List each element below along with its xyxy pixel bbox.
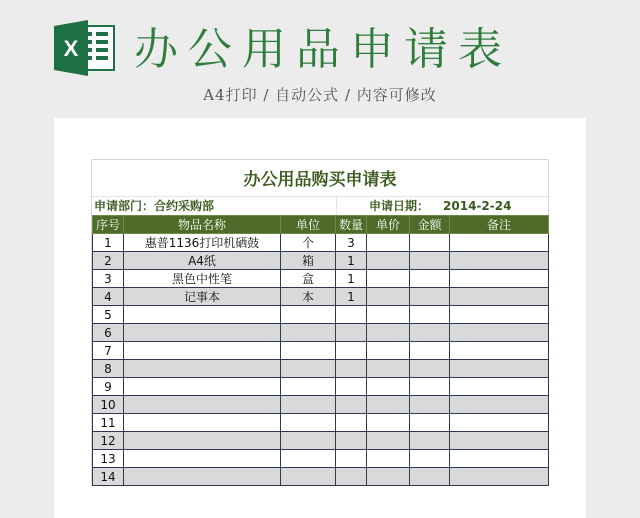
unit-cell[interactable]: [281, 360, 336, 378]
note-cell[interactable]: [450, 396, 549, 414]
page-subtitle: A4打印 / 自动公式 / 内容可修改: [203, 86, 437, 104]
column-header: 单价: [367, 216, 410, 234]
unit-cell[interactable]: 个: [281, 234, 336, 252]
item-name-cell[interactable]: [124, 468, 281, 486]
table-row: [93, 288, 549, 306]
unit-cell[interactable]: [281, 396, 336, 414]
item-name-cell[interactable]: [124, 396, 281, 414]
department-label: 申请部门：: [94, 199, 155, 213]
table-row: [93, 234, 549, 252]
note-cell[interactable]: [450, 306, 549, 324]
quantity-cell[interactable]: 1: [336, 270, 367, 288]
amount-cell[interactable]: [410, 450, 450, 468]
table-row: [93, 360, 549, 378]
quantity-cell[interactable]: [336, 432, 367, 450]
item-name-cell[interactable]: 黑色中性笔: [124, 270, 281, 288]
table-row: [93, 450, 549, 468]
unit-price-cell[interactable]: [367, 306, 410, 324]
quantity-cell[interactable]: [336, 450, 367, 468]
unit-price-cell[interactable]: [367, 378, 410, 396]
row-number-cell[interactable]: 9: [93, 378, 124, 396]
unit-cell[interactable]: 箱: [281, 252, 336, 270]
table-row: [93, 414, 549, 432]
row-number-cell[interactable]: 8: [93, 360, 124, 378]
row-number-cell[interactable]: 12: [93, 432, 124, 450]
row-number-cell[interactable]: 10: [93, 396, 124, 414]
unit-cell[interactable]: [281, 324, 336, 342]
item-name-cell[interactable]: [124, 378, 281, 396]
quantity-cell[interactable]: [336, 378, 367, 396]
note-cell[interactable]: [450, 252, 549, 270]
unit-price-cell[interactable]: [367, 288, 410, 306]
unit-price-cell[interactable]: [367, 414, 410, 432]
meta-row: [92, 197, 548, 215]
note-cell[interactable]: [450, 288, 549, 306]
page-header: [0, 0, 640, 118]
row-number-cell[interactable]: 7: [93, 342, 124, 360]
amount-cell[interactable]: [410, 234, 450, 252]
table-row: [93, 342, 549, 360]
unit-cell[interactable]: 本: [281, 288, 336, 306]
row-number-cell[interactable]: 11: [93, 414, 124, 432]
unit-price-cell[interactable]: [367, 252, 410, 270]
quantity-cell[interactable]: [336, 306, 367, 324]
table-row: [93, 270, 549, 288]
item-name-cell[interactable]: [124, 360, 281, 378]
unit-price-cell[interactable]: [367, 324, 410, 342]
items-table: [92, 215, 549, 486]
table-header-row: [93, 216, 549, 234]
amount-cell[interactable]: [410, 432, 450, 450]
unit-cell[interactable]: [281, 378, 336, 396]
unit-cell[interactable]: [281, 342, 336, 360]
amount-cell[interactable]: [410, 288, 450, 306]
unit-price-cell[interactable]: [367, 234, 410, 252]
table-row: [93, 432, 549, 450]
row-number-cell[interactable]: 4: [93, 288, 124, 306]
unit-price-cell[interactable]: [367, 342, 410, 360]
note-cell[interactable]: [450, 324, 549, 342]
amount-cell[interactable]: [410, 378, 450, 396]
table-body: [93, 234, 549, 486]
unit-price-cell[interactable]: [367, 468, 410, 486]
note-cell[interactable]: [450, 360, 549, 378]
row-number-cell[interactable]: 14: [93, 468, 124, 486]
note-cell[interactable]: [450, 378, 549, 396]
date-cell[interactable]: [337, 197, 548, 215]
table-row: [93, 306, 549, 324]
amount-cell[interactable]: [410, 252, 450, 270]
amount-cell[interactable]: [410, 396, 450, 414]
column-header: 备注: [450, 216, 549, 234]
excel-logo-letter: X: [63, 36, 79, 61]
unit-cell[interactable]: [281, 306, 336, 324]
row-number-cell[interactable]: 3: [93, 270, 124, 288]
amount-cell[interactable]: [410, 342, 450, 360]
quantity-cell[interactable]: [336, 468, 367, 486]
unit-cell[interactable]: [281, 414, 336, 432]
item-name-cell[interactable]: [124, 432, 281, 450]
row-number-cell[interactable]: 6: [93, 324, 124, 342]
table-row: [93, 468, 549, 486]
row-number-cell[interactable]: 5: [93, 306, 124, 324]
note-cell[interactable]: [450, 414, 549, 432]
table-row: [93, 324, 549, 342]
quantity-cell[interactable]: [336, 360, 367, 378]
note-cell[interactable]: [450, 468, 549, 486]
note-cell[interactable]: [450, 234, 549, 252]
amount-cell[interactable]: [410, 324, 450, 342]
quantity-cell[interactable]: [336, 324, 367, 342]
unit-cell[interactable]: [281, 450, 336, 468]
note-cell[interactable]: [450, 450, 549, 468]
amount-cell[interactable]: [410, 414, 450, 432]
column-header: 数量: [336, 216, 367, 234]
amount-cell[interactable]: [410, 306, 450, 324]
amount-cell[interactable]: [410, 270, 450, 288]
item-name-cell[interactable]: [124, 306, 281, 324]
amount-cell[interactable]: [410, 468, 450, 486]
quantity-cell[interactable]: [336, 342, 367, 360]
amount-cell[interactable]: [410, 360, 450, 378]
unit-cell[interactable]: 盒: [281, 270, 336, 288]
department-value: 合约采购部: [154, 199, 215, 213]
note-cell[interactable]: [450, 432, 549, 450]
item-name-cell[interactable]: [124, 324, 281, 342]
item-name-cell[interactable]: 记事本: [124, 288, 281, 306]
column-header: 序号: [93, 216, 124, 234]
quantity-cell[interactable]: 1: [336, 288, 367, 306]
spreadsheet: [91, 159, 549, 486]
column-header: 物品名称: [124, 216, 281, 234]
note-cell[interactable]: [450, 342, 549, 360]
unit-cell[interactable]: [281, 432, 336, 450]
paper-preview: [54, 118, 586, 518]
unit-price-cell[interactable]: [367, 396, 410, 414]
date-label: 申请日期：: [369, 199, 430, 213]
item-name-cell[interactable]: [124, 450, 281, 468]
page-title: 办公用品申请表: [134, 24, 512, 75]
item-name-cell[interactable]: [124, 414, 281, 432]
note-cell[interactable]: [450, 270, 549, 288]
quantity-cell[interactable]: 3: [336, 234, 367, 252]
excel-icon: [54, 20, 116, 76]
unit-cell[interactable]: [281, 468, 336, 486]
sheet-title: 办公用品购买申请表: [92, 160, 548, 197]
row-number-cell[interactable]: 13: [93, 450, 124, 468]
table-row: [93, 252, 549, 270]
table-row: [93, 396, 549, 414]
column-header: 单位: [281, 216, 336, 234]
column-header: 金额: [410, 216, 450, 234]
row-number-cell[interactable]: 2: [93, 252, 124, 270]
unit-price-cell[interactable]: [367, 360, 410, 378]
item-name-cell[interactable]: [124, 342, 281, 360]
unit-price-cell[interactable]: [367, 270, 410, 288]
date-value: 2014-2-24: [443, 199, 512, 213]
quantity-cell[interactable]: 1: [336, 252, 367, 270]
quantity-cell[interactable]: [336, 396, 367, 414]
unit-price-cell[interactable]: [367, 450, 410, 468]
row-number-cell[interactable]: 1: [93, 234, 124, 252]
item-name-cell[interactable]: 惠普1136打印机硒鼓: [124, 234, 281, 252]
quantity-cell[interactable]: [336, 414, 367, 432]
item-name-cell[interactable]: A4纸: [124, 252, 281, 270]
table-row: [93, 378, 549, 396]
unit-price-cell[interactable]: [367, 432, 410, 450]
department-cell[interactable]: [92, 197, 337, 215]
